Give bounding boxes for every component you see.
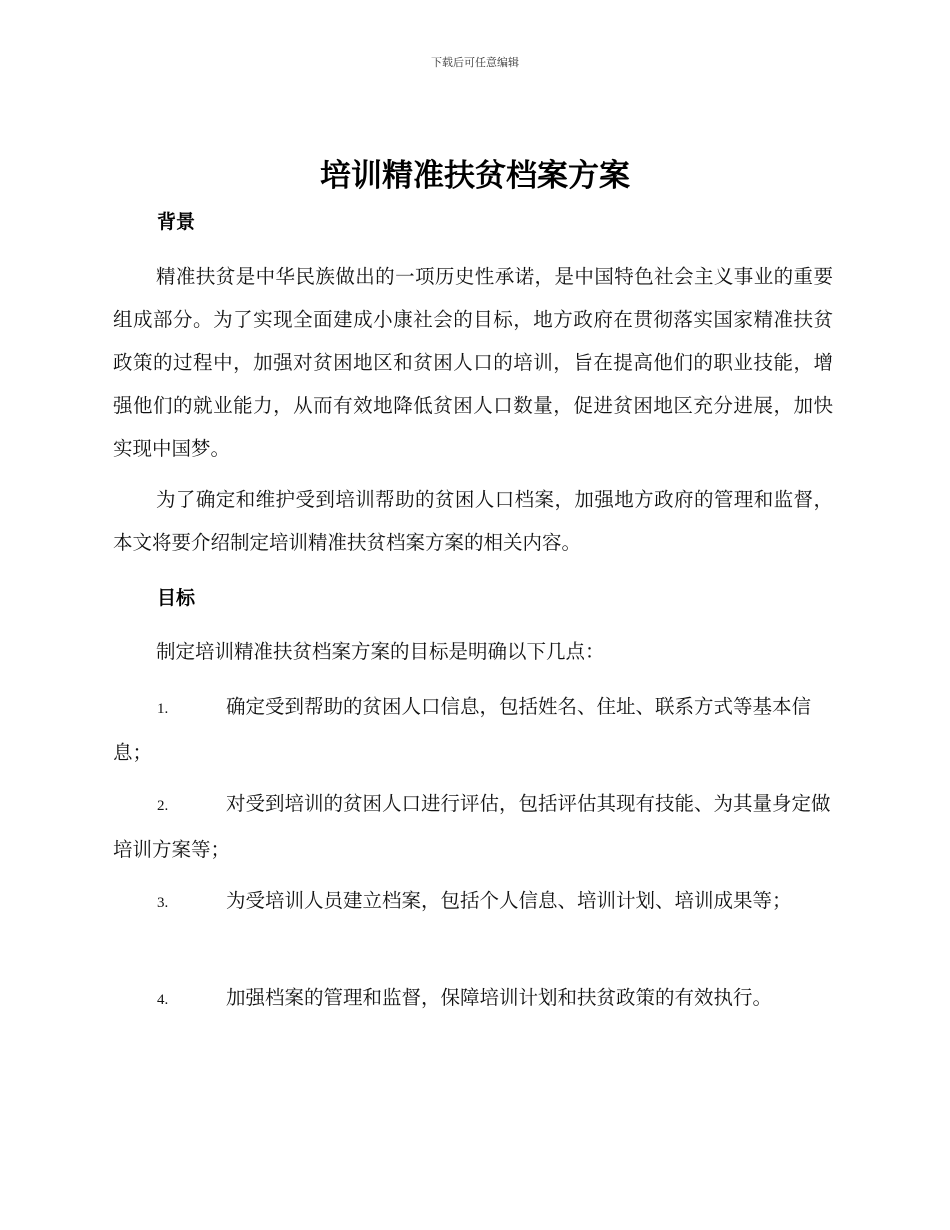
section-heading-goals: 目标 xyxy=(157,587,196,609)
section-heading-background: 背景 xyxy=(157,211,196,233)
list-item-text: 加强档案的管理和监督，保障培训计划和扶贫政策的有效执行。 xyxy=(226,986,773,1009)
list-item-text: 为受培训人员建立档案，包括个人信息、培训计划、培训成果等； xyxy=(226,889,792,912)
header-note: 下载后可任意编辑 xyxy=(431,56,519,69)
list-item-text: 确定受到帮助的贫困人口信息，包括姓名、住址、联系方式等基本信息； xyxy=(113,695,812,764)
list-item-number: 1. xyxy=(157,701,169,717)
list-item xyxy=(113,976,835,1022)
list-item-number: 2. xyxy=(157,798,169,814)
goals-intro: 制定培训精准扶贫档案方案的目标是明确以下几点： xyxy=(156,640,605,663)
document-title: 培训精准扶贫档案方案 xyxy=(320,158,630,194)
list-item-number: 4. xyxy=(157,992,169,1008)
background-paragraph-2: 为了确定和维护受到培训帮助的贫困人口档案，加强地方政府的管理和监督，本文将要介绍制定培训精准扶贫档案方案的相关内容。 xyxy=(113,488,833,554)
list-item xyxy=(113,879,835,925)
list-item-text: 对受到培训的贫困人口进行评估，包括评估其现有技能、为其量身定做培训方案等； xyxy=(113,792,831,861)
list-item xyxy=(113,685,835,774)
list-item-number: 3. xyxy=(157,895,169,911)
background-paragraph-1: 精准扶贫是中华民族做出的一项历史性承诺，是中国特色社会主义事业的重要组成部分。为了实现全面建成小康社会的目标，地方政府在贯彻落实国家精准扶贫政策的过程中，加强对贫困地区和贫困人口的培训，旨在提高他们的职业技能，增强他们的就业能力，从而有效地降低贫困人口数量，促进贫困地区充分进展，加快实现中国梦。 xyxy=(113,265,833,460)
list-item xyxy=(113,782,835,871)
